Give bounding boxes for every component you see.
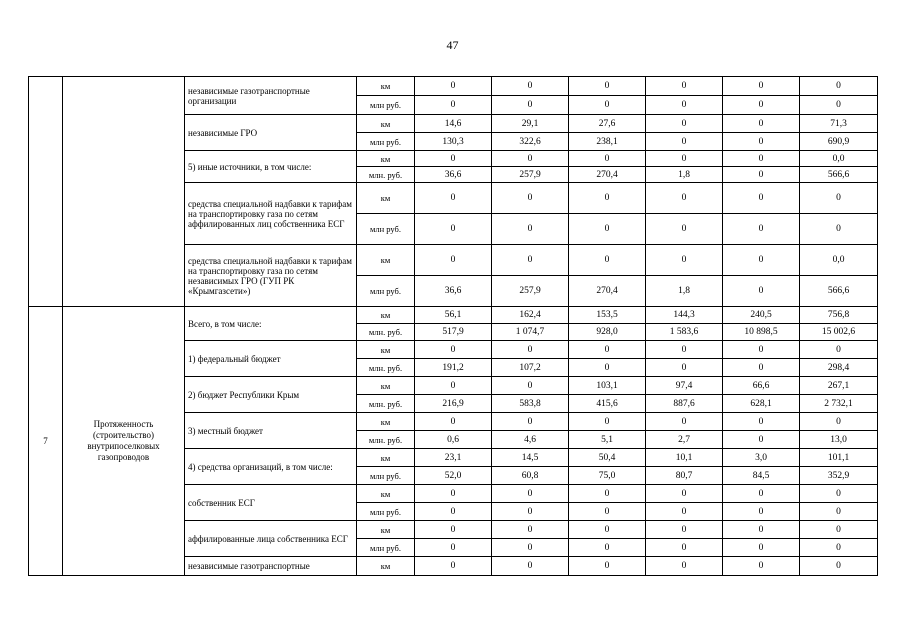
unit-cell: км — [357, 77, 415, 96]
value-cell: 71,3 — [800, 115, 878, 133]
unit-cell: млн руб. — [357, 467, 415, 485]
value-cell: 66,6 — [723, 377, 800, 395]
unit-cell: км — [357, 413, 415, 431]
row-index-cell: 7 — [29, 307, 63, 576]
value-cell: 0 — [646, 521, 723, 539]
value-cell: 257,9 — [492, 276, 569, 307]
source-description-cell: собственник ЕСГ — [185, 485, 357, 521]
value-cell: 0 — [800, 521, 878, 539]
value-cell: 0 — [415, 539, 492, 557]
value-cell: 162,4 — [492, 307, 569, 324]
value-cell: 0 — [800, 341, 878, 359]
value-cell: 0,6 — [415, 431, 492, 449]
value-cell: 0 — [569, 539, 646, 557]
value-cell: 0,0 — [800, 151, 878, 167]
value-cell: 0 — [646, 413, 723, 431]
indicator-cell: Протяженность (строительство) внутрипоселковых газопроводов — [63, 307, 185, 576]
value-cell: 0 — [646, 133, 723, 151]
value-cell: 56,1 — [415, 307, 492, 324]
value-cell: 144,3 — [646, 307, 723, 324]
unit-cell: км — [357, 485, 415, 503]
value-cell: 415,6 — [569, 395, 646, 413]
value-cell: 36,6 — [415, 276, 492, 307]
value-cell: 887,6 — [646, 395, 723, 413]
value-cell: 0 — [415, 485, 492, 503]
funding-table — [28, 76, 878, 576]
value-cell: 690,9 — [800, 133, 878, 151]
source-description-cell: аффилированные лица собственника ЕСГ — [185, 521, 357, 557]
value-cell: 0 — [723, 214, 800, 245]
source-description-cell: 5) иные источники, в том числе: — [185, 151, 357, 183]
value-cell: 84,5 — [723, 467, 800, 485]
value-cell: 0 — [569, 413, 646, 431]
value-cell: 0 — [415, 503, 492, 521]
value-cell: 0 — [800, 183, 878, 214]
value-cell: 103,1 — [569, 377, 646, 395]
value-cell: 29,1 — [492, 115, 569, 133]
value-cell: 257,9 — [492, 167, 569, 183]
value-cell: 36,6 — [415, 167, 492, 183]
value-cell: 0 — [723, 167, 800, 183]
value-cell: 0 — [646, 359, 723, 377]
value-cell: 0 — [646, 557, 723, 576]
value-cell: 3,0 — [723, 449, 800, 467]
value-cell: 0 — [646, 77, 723, 96]
unit-cell: км — [357, 449, 415, 467]
indicator-cell — [63, 77, 185, 307]
value-cell: 0 — [800, 96, 878, 115]
value-cell: 10,1 — [646, 449, 723, 467]
value-cell: 0 — [723, 539, 800, 557]
value-cell: 0,0 — [800, 245, 878, 276]
value-cell: 0 — [492, 539, 569, 557]
unit-cell: км — [357, 341, 415, 359]
value-cell: 0 — [800, 77, 878, 96]
value-cell: 583,8 — [492, 395, 569, 413]
value-cell: 0 — [415, 151, 492, 167]
value-cell: 0 — [415, 557, 492, 576]
value-cell: 4,6 — [492, 431, 569, 449]
value-cell: 107,2 — [492, 359, 569, 377]
value-cell: 0 — [492, 183, 569, 214]
source-description-cell: 3) местный бюджет — [185, 413, 357, 449]
source-description-cell: 2) бюджет Республики Крым — [185, 377, 357, 413]
value-cell: 267,1 — [800, 377, 878, 395]
value-cell: 75,0 — [569, 467, 646, 485]
value-cell: 130,3 — [415, 133, 492, 151]
unit-cell: млн. руб. — [357, 431, 415, 449]
value-cell: 1 583,6 — [646, 324, 723, 341]
source-description-cell: независимые газотранспортные организации — [185, 77, 357, 115]
value-cell: 0 — [415, 77, 492, 96]
unit-cell: км — [357, 307, 415, 324]
value-cell: 0 — [569, 245, 646, 276]
value-cell: 0 — [492, 77, 569, 96]
value-cell: 0 — [569, 151, 646, 167]
value-cell: 13,0 — [800, 431, 878, 449]
value-cell: 240,5 — [723, 307, 800, 324]
value-cell: 0 — [723, 151, 800, 167]
unit-cell: млн руб. — [357, 133, 415, 151]
value-cell: 0 — [646, 214, 723, 245]
value-cell: 0 — [646, 539, 723, 557]
value-cell: 238,1 — [569, 133, 646, 151]
value-cell: 101,1 — [800, 449, 878, 467]
unit-cell: км — [357, 557, 415, 576]
source-description-cell: средства специальной надбавки к тарифам на транспортировку газа по сетям независимых ГРО (ГУП РК «Крымгазсети») — [185, 245, 357, 307]
unit-cell: млн руб. — [357, 276, 415, 307]
value-cell: 1,8 — [646, 276, 723, 307]
unit-cell: млн руб. — [357, 214, 415, 245]
source-description-cell: 4) средства организаций, в том числе: — [185, 449, 357, 485]
unit-cell: млн. руб. — [357, 359, 415, 377]
unit-cell: млн руб. — [357, 503, 415, 521]
value-cell: 270,4 — [569, 276, 646, 307]
value-cell: 191,2 — [415, 359, 492, 377]
unit-cell: млн руб. — [357, 96, 415, 115]
value-cell: 928,0 — [569, 324, 646, 341]
value-cell: 0 — [569, 485, 646, 503]
value-cell: 0 — [723, 521, 800, 539]
value-cell: 0 — [569, 557, 646, 576]
value-cell: 1 074,7 — [492, 324, 569, 341]
value-cell: 0 — [415, 96, 492, 115]
value-cell: 10 898,5 — [723, 324, 800, 341]
unit-cell: млн. руб. — [357, 324, 415, 341]
value-cell: 0 — [415, 521, 492, 539]
value-cell: 0 — [569, 359, 646, 377]
value-cell: 352,9 — [800, 467, 878, 485]
row-index-cell — [29, 77, 63, 307]
value-cell: 0 — [723, 133, 800, 151]
value-cell: 0 — [646, 485, 723, 503]
value-cell: 0 — [492, 521, 569, 539]
table-row — [29, 307, 878, 324]
value-cell: 0 — [723, 276, 800, 307]
value-cell: 0 — [569, 341, 646, 359]
value-cell: 14,6 — [415, 115, 492, 133]
value-cell: 0 — [415, 413, 492, 431]
value-cell: 0 — [800, 539, 878, 557]
value-cell: 0 — [723, 359, 800, 377]
value-cell: 80,7 — [646, 467, 723, 485]
unit-cell: км — [357, 151, 415, 167]
value-cell: 270,4 — [569, 167, 646, 183]
source-description-cell: независимые газотранспортные — [185, 557, 357, 576]
value-cell: 5,1 — [569, 431, 646, 449]
value-cell: 0 — [415, 377, 492, 395]
source-description-cell: средства специальной надбавки к тарифам на транспортировку газа по сетям аффилированных лиц собственника ЕСГ — [185, 183, 357, 245]
value-cell: 0 — [569, 183, 646, 214]
value-cell: 0 — [569, 214, 646, 245]
unit-cell: км — [357, 377, 415, 395]
value-cell: 0 — [492, 503, 569, 521]
value-cell: 0 — [723, 485, 800, 503]
value-cell: 27,6 — [569, 115, 646, 133]
value-cell: 23,1 — [415, 449, 492, 467]
value-cell: 153,5 — [569, 307, 646, 324]
value-cell: 0 — [800, 214, 878, 245]
value-cell: 0 — [492, 341, 569, 359]
value-cell: 0 — [492, 245, 569, 276]
value-cell: 756,8 — [800, 307, 878, 324]
value-cell: 0 — [646, 245, 723, 276]
table-row — [29, 77, 878, 96]
value-cell: 0 — [723, 341, 800, 359]
unit-cell: млн. руб. — [357, 395, 415, 413]
source-description-cell: Всего, в том числе: — [185, 307, 357, 341]
value-cell: 0 — [492, 151, 569, 167]
value-cell: 298,4 — [800, 359, 878, 377]
value-cell: 0 — [492, 413, 569, 431]
value-cell: 517,9 — [415, 324, 492, 341]
value-cell: 0 — [646, 503, 723, 521]
value-cell: 0 — [723, 413, 800, 431]
value-cell: 0 — [569, 96, 646, 115]
value-cell: 0 — [723, 245, 800, 276]
value-cell: 97,4 — [646, 377, 723, 395]
value-cell: 0 — [723, 183, 800, 214]
table-body — [29, 77, 878, 576]
value-cell: 0 — [492, 485, 569, 503]
page-number: 47 — [446, 38, 459, 52]
value-cell: 0 — [723, 115, 800, 133]
value-cell: 0 — [569, 503, 646, 521]
value-cell: 566,6 — [800, 167, 878, 183]
value-cell: 0 — [800, 503, 878, 521]
value-cell: 566,6 — [800, 276, 878, 307]
value-cell: 0 — [646, 341, 723, 359]
unit-cell: млн руб. — [357, 539, 415, 557]
value-cell: 0 — [569, 521, 646, 539]
value-cell: 0 — [800, 557, 878, 576]
unit-cell: км — [357, 115, 415, 133]
value-cell: 15 002,6 — [800, 324, 878, 341]
source-description-cell: 1) федеральный бюджет — [185, 341, 357, 377]
value-cell: 0 — [800, 485, 878, 503]
value-cell: 0 — [569, 77, 646, 96]
value-cell: 0 — [800, 413, 878, 431]
value-cell: 0 — [492, 96, 569, 115]
value-cell: 1,8 — [646, 167, 723, 183]
value-cell: 60,8 — [492, 467, 569, 485]
value-cell: 0 — [723, 557, 800, 576]
value-cell: 0 — [646, 115, 723, 133]
value-cell: 0 — [723, 431, 800, 449]
value-cell: 216,9 — [415, 395, 492, 413]
value-cell: 0 — [646, 96, 723, 115]
value-cell: 0 — [492, 377, 569, 395]
value-cell: 0 — [415, 341, 492, 359]
value-cell: 0 — [415, 214, 492, 245]
source-description-cell: независимые ГРО — [185, 115, 357, 151]
value-cell: 2,7 — [646, 431, 723, 449]
value-cell: 0 — [646, 183, 723, 214]
value-cell: 0 — [723, 503, 800, 521]
value-cell: 50,4 — [569, 449, 646, 467]
unit-cell: км — [357, 521, 415, 539]
value-cell: 628,1 — [723, 395, 800, 413]
unit-cell: км — [357, 245, 415, 276]
value-cell: 322,6 — [492, 133, 569, 151]
value-cell: 0 — [646, 151, 723, 167]
value-cell: 0 — [492, 214, 569, 245]
unit-cell: км — [357, 183, 415, 214]
value-cell: 2 732,1 — [800, 395, 878, 413]
value-cell: 0 — [415, 245, 492, 276]
value-cell: 0 — [492, 557, 569, 576]
value-cell: 0 — [723, 77, 800, 96]
value-cell: 0 — [723, 96, 800, 115]
value-cell: 0 — [415, 183, 492, 214]
unit-cell: млн. руб. — [357, 167, 415, 183]
value-cell: 14,5 — [492, 449, 569, 467]
value-cell: 52,0 — [415, 467, 492, 485]
